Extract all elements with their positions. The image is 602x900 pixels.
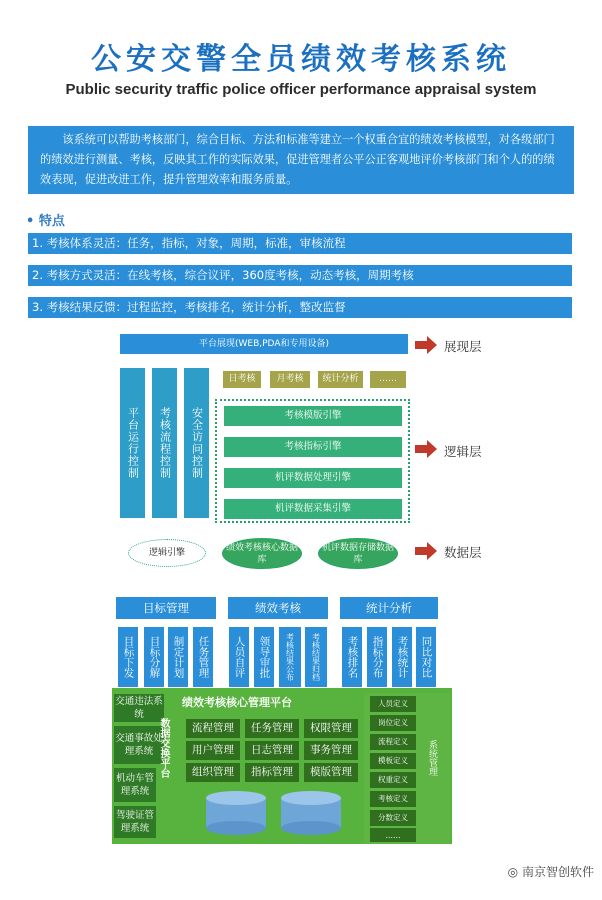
def-appraisal: 考核定义 xyxy=(370,791,416,807)
btn-log-management: 日志管理 xyxy=(245,741,299,760)
db-machine-eval: 机评数据存储数据库 xyxy=(318,538,398,569)
sub-target-decompose: 目标分解 xyxy=(144,627,164,687)
column-process-control: 考核流程控制 xyxy=(152,368,177,518)
def-process: 流程定义 xyxy=(370,734,416,750)
check-monthly: 月考核 xyxy=(270,371,310,388)
sub-target-issue: 目标下发 xyxy=(118,627,138,687)
sub-self-evaluation: 人员自评 xyxy=(229,627,249,687)
sub-task-management: 任务管理 xyxy=(193,627,213,687)
sub-ranking: 考核排名 xyxy=(342,627,362,687)
watermark-text: 南京智创软件 xyxy=(521,865,594,879)
system-management-label: 系统管理 xyxy=(427,740,437,776)
layer-arrows xyxy=(413,336,439,566)
feature-item-3: 3. 考核结果反馈：过程监控，考核排名，统计分析，整改监督 xyxy=(28,297,572,318)
page-subtitle: Public security traffic police officer performance appraisal system xyxy=(65,81,537,98)
def-post: 岗位定义 xyxy=(370,715,416,731)
btn-user-management: 用户管理 xyxy=(186,741,240,760)
column-security-control: 安全访问控制 xyxy=(184,368,209,518)
system-traffic-accident: 交通事故处理系统 xyxy=(114,726,164,764)
def-personnel: 人员定义 xyxy=(370,696,416,712)
def-weight: 权重定义 xyxy=(370,772,416,788)
data-exchange-platform: 数据交换平台 xyxy=(158,718,169,778)
database-icon xyxy=(206,791,266,835)
sub-result-archive: 考核结果归档 xyxy=(305,627,327,687)
btn-permission-management: 权限管理 xyxy=(304,719,358,738)
btn-task-management: 任务管理 xyxy=(245,719,299,738)
sub-statistics: 考核统计 xyxy=(392,627,412,687)
features-heading-label: 特点 xyxy=(38,214,65,229)
layer-logic: 逻辑层 xyxy=(444,444,482,459)
def-score: 分数定义 xyxy=(370,810,416,826)
arrow-icon xyxy=(415,336,437,354)
arrow-icon xyxy=(415,440,437,458)
system-license-management: 驾驶证管理系统 xyxy=(114,806,156,838)
sub-result-publish: 考核结果公布 xyxy=(279,627,301,687)
layer-presentation: 展现层 xyxy=(444,339,482,354)
engine-data-collection: 机评数据采集引擎 xyxy=(224,499,402,519)
btn-org-management: 组织管理 xyxy=(186,763,240,782)
btn-indicator-management: 指标管理 xyxy=(245,763,299,782)
engine-template: 考核模版引擎 xyxy=(224,406,402,426)
check-daily: 日考核 xyxy=(223,371,261,388)
module-performance-appraisal: 绩效考核 xyxy=(228,597,328,619)
sub-year-compare: 同比对比 xyxy=(416,627,436,687)
sub-make-plan: 制定计划 xyxy=(168,627,188,687)
logic-engine: 逻辑引擎 xyxy=(128,539,206,567)
system-traffic-violation: 交通违法系统 xyxy=(115,696,163,720)
engine-data-processing: 机评数据处理引擎 xyxy=(224,468,402,488)
column-platform-control: 平台运行控制 xyxy=(120,368,145,518)
btn-process-management: 流程管理 xyxy=(186,719,240,738)
def-template: 模板定义 xyxy=(370,753,416,769)
platform-bar: 平台展现(WEB,PDA和专用设备) xyxy=(120,334,408,354)
arrow-icon xyxy=(415,542,437,560)
sub-indicator-distribution: 指标分布 xyxy=(367,627,387,687)
features-heading xyxy=(26,210,65,229)
layer-data: 数据层 xyxy=(444,545,482,560)
feature-item-2: 2. 考核方式灵活：在线考核，综合议评，360度考核，动态考核，周期考核 xyxy=(28,265,572,286)
btn-template-management: 模版管理 xyxy=(304,763,358,782)
engine-indicator: 考核指标引擎 xyxy=(224,437,402,457)
database-cylinders xyxy=(196,790,366,840)
intro-paragraph: 该系统可以帮助考核部门，综合目标、方法和标准等建立一个权重合宜的绩效考核模型，对各级部门的绩效进行测量、考核，反映其工作的实际效果，促进管理者公平公正客观地评价考核部门和个人的的绩效表现，促进改进工作，提升管理效率和服务质量。 xyxy=(28,126,574,194)
db-core: 绩效考核核心数据库 xyxy=(222,538,302,569)
system-vehicle-management: 机动车管理系统 xyxy=(114,768,156,802)
btn-transaction-management: 事务管理 xyxy=(304,741,358,760)
module-target-management: 目标管理 xyxy=(116,597,216,619)
database-icon xyxy=(281,791,341,835)
page-title: 公安交警全员绩效考核系统 xyxy=(91,42,511,77)
def-more: …… xyxy=(370,828,416,842)
core-platform-title: 绩效考核核心管理平台 xyxy=(182,696,292,709)
check-statistics: 统计分析 xyxy=(318,371,363,388)
check-more: …… xyxy=(370,371,406,388)
wechat-icon: ◎ xyxy=(507,865,519,879)
watermark xyxy=(508,863,594,880)
feature-item-1: 1. 考核体系灵活：任务，指标，对象，周期，标准，审核流程 xyxy=(28,233,572,254)
module-statistical-analysis: 统计分析 xyxy=(340,597,438,619)
bullet-icon: • xyxy=(26,214,35,229)
sub-leader-approval: 领导审批 xyxy=(254,627,274,687)
